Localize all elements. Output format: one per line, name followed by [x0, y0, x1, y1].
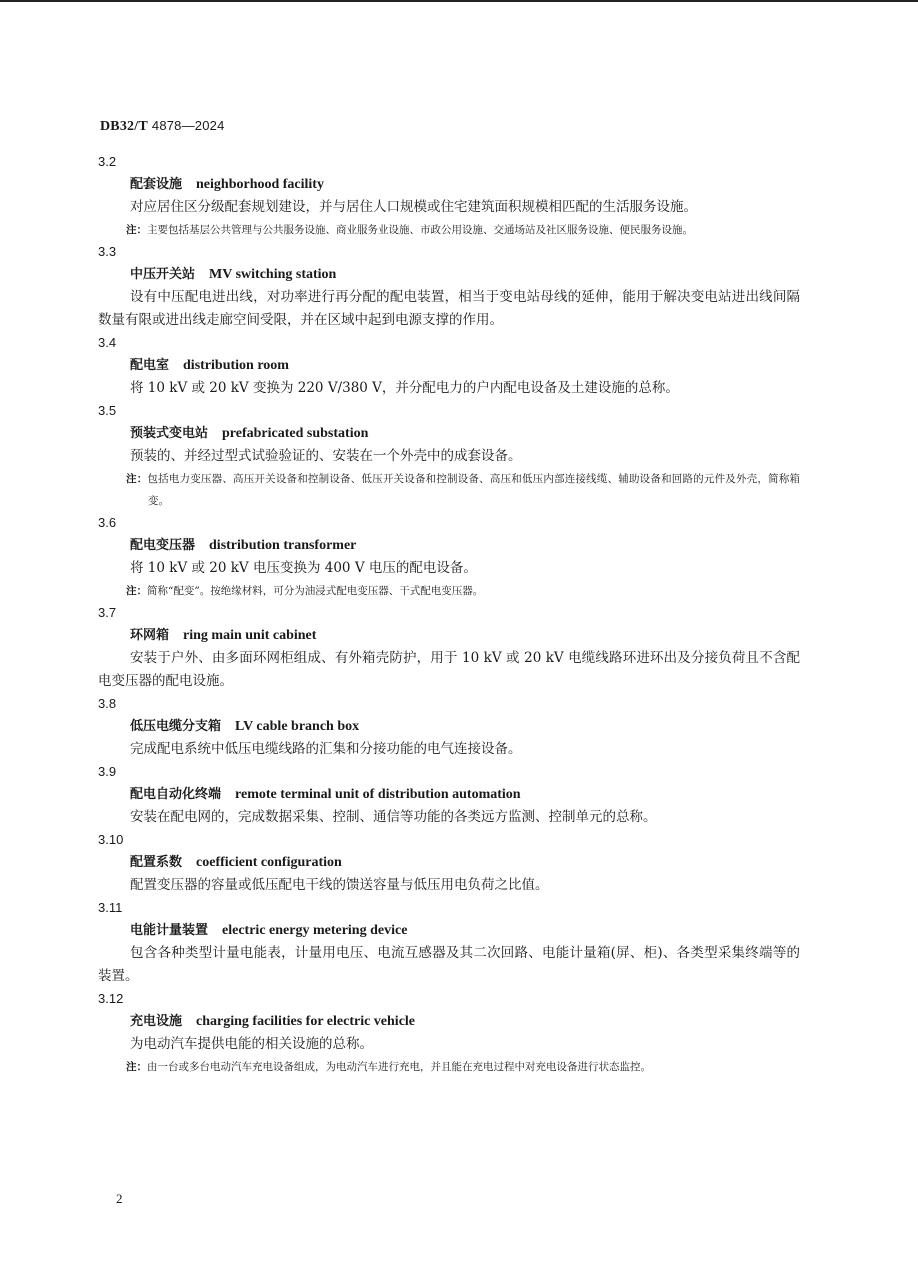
- term-number: 3.2: [98, 154, 117, 169]
- note-text: 由一台或多台电动汽车充电设备组成，为电动汽车进行充电，并且能在充电过程中对充电设备进行状态监控。: [147, 1061, 651, 1073]
- term-definition: 安装在配电网的，完成数据采集、控制、通信等功能的各类远方监测、控制单元的总称。: [130, 809, 657, 825]
- note-label: 注：: [126, 1061, 147, 1073]
- term-entry: [98, 693, 800, 761]
- term-title: [98, 534, 800, 557]
- term-chinese: 配电变压器: [130, 538, 196, 553]
- term-title: [98, 783, 800, 806]
- standard-code: DB32/T: [100, 119, 148, 134]
- term-number: 3.6: [98, 515, 117, 530]
- term-entry: [98, 897, 800, 988]
- term-title: [98, 715, 800, 738]
- term-english: prefabricated substation: [222, 426, 369, 441]
- term-english: distribution transformer: [209, 538, 357, 553]
- term-english: ring main unit cabinet: [183, 628, 317, 643]
- term-definition: 设有中压配电进出线，对功率进行再分配的配电装置，相当于变电站母线的延伸，能用于解决变电站进出线间隔数量有限或进出线走廊空间受限，并在区域中起到电源支撑的作用。: [98, 289, 800, 328]
- term-number: 3.11: [98, 900, 123, 915]
- term-entry: [98, 829, 800, 897]
- term-chinese: 低压电缆分支箱: [130, 719, 222, 734]
- note-label: 注：: [126, 224, 147, 236]
- term-entry: [98, 602, 800, 693]
- term-chinese: 配电自动化终端: [130, 787, 222, 802]
- term-definition: 为电动汽车提供电能的相关设施的总称。: [130, 1036, 373, 1052]
- term-definition: 完成配电系统中低压电缆线路的汇集和分接功能的电气连接设备。: [130, 741, 522, 757]
- note-text: 简称“配变”。按绝缘材料，可分为油浸式配电变压器、干式配电变压器。: [147, 585, 484, 597]
- term-definition: 包含各种类型计量电能表，计量用电压、电流互感器及其二次回路、电能计量箱(屏、柜)、各类型采集终端等的装置。: [98, 945, 800, 984]
- term-entry: [98, 151, 800, 241]
- term-definition: 对应居住区分级配套规划建设，并与居住人口规模或住宅建筑面积规模相匹配的生活服务设施。: [130, 199, 697, 215]
- term-english: charging facilities for electric vehicle: [196, 1014, 416, 1029]
- note-label: 注：: [126, 473, 148, 485]
- term-title: [98, 354, 800, 377]
- term-chinese: 配电室: [130, 358, 170, 373]
- term-english: coefficient configuration: [196, 855, 342, 870]
- term-number: 3.9: [98, 764, 117, 779]
- term-number: 3.4: [98, 335, 117, 350]
- note-text: 主要包括基层公共管理与公共服务设施、商业服务业设施、市政公用设施、交通场站及社区服务设施、便民服务设施。: [147, 224, 693, 236]
- term-chinese: 环网箱: [130, 628, 170, 643]
- term-chinese: 中压开关站: [130, 267, 196, 282]
- term-note: [98, 468, 800, 512]
- term-definition: 安装于户外、由多面环网柜组成、有外箱壳防护，用于 10 kV 或 20 kV 电缆线路环进环出及分接负荷且不含配电变压器的配电设施。: [98, 650, 800, 689]
- term-title: [98, 263, 800, 286]
- term-chinese: 电能计量装置: [130, 923, 209, 938]
- term-number: 3.3: [98, 244, 117, 259]
- term-english: neighborhood facility: [196, 177, 324, 192]
- term-entry: [98, 332, 800, 400]
- term-number: 3.10: [98, 832, 124, 847]
- document-header: [100, 118, 225, 135]
- term-entry: [98, 241, 800, 332]
- term-title: [98, 422, 800, 445]
- term-english: electric energy metering device: [222, 923, 408, 938]
- term-number: 3.7: [98, 605, 117, 620]
- standard-number: 4878—2024: [151, 118, 225, 133]
- terms-section: [98, 151, 800, 1078]
- term-note: [98, 1056, 800, 1078]
- term-title: [98, 1010, 800, 1033]
- term-definition: 配置变压器的容量或低压配电干线的馈送容量与低压用电负荷之比值。: [130, 877, 549, 893]
- term-definition: 预装的、并经过型式试验验证的、安装在一个外壳中的成套设备。: [130, 448, 522, 464]
- term-entry: [98, 512, 800, 602]
- term-title: [98, 173, 800, 196]
- term-note: [98, 580, 800, 602]
- term-title: [98, 851, 800, 874]
- term-title: [98, 624, 800, 647]
- term-chinese: 预装式变电站: [130, 426, 209, 441]
- page-number: 2: [116, 1191, 123, 1206]
- term-chinese: 配置系数: [130, 855, 183, 870]
- term-title: [98, 919, 800, 942]
- note-label: 注：: [126, 585, 147, 597]
- term-english: LV cable branch box: [235, 719, 360, 734]
- term-entry: [98, 400, 800, 512]
- term-number: 3.8: [98, 696, 117, 711]
- term-definition: 将 10 kV 或 20 kV 变换为 220 V/380 V，并分配电力的户内配电设备及土建设施的总称。: [130, 380, 679, 396]
- term-english: MV switching station: [209, 267, 337, 282]
- term-entry: [98, 761, 800, 829]
- term-english: remote terminal unit of distribution automation: [235, 787, 521, 802]
- term-definition: 将 10 kV 或 20 kV 电压变换为 400 V 电压的配电设备。: [130, 560, 477, 576]
- term-note: [98, 219, 800, 241]
- term-chinese: 充电设施: [130, 1014, 183, 1029]
- term-chinese: 配套设施: [130, 177, 183, 192]
- term-number: 3.5: [98, 403, 117, 418]
- term-english: distribution room: [183, 358, 289, 373]
- term-number: 3.12: [98, 991, 124, 1006]
- top-border: [0, 0, 918, 2]
- note-text: 包括电力变压器、高压开关设备和控制设备、低压开关设备和控制设备、高压和低压内部连接线缆、辅助设备和回路的元件及外壳，简称箱变。: [147, 473, 801, 507]
- term-entry: [98, 988, 800, 1078]
